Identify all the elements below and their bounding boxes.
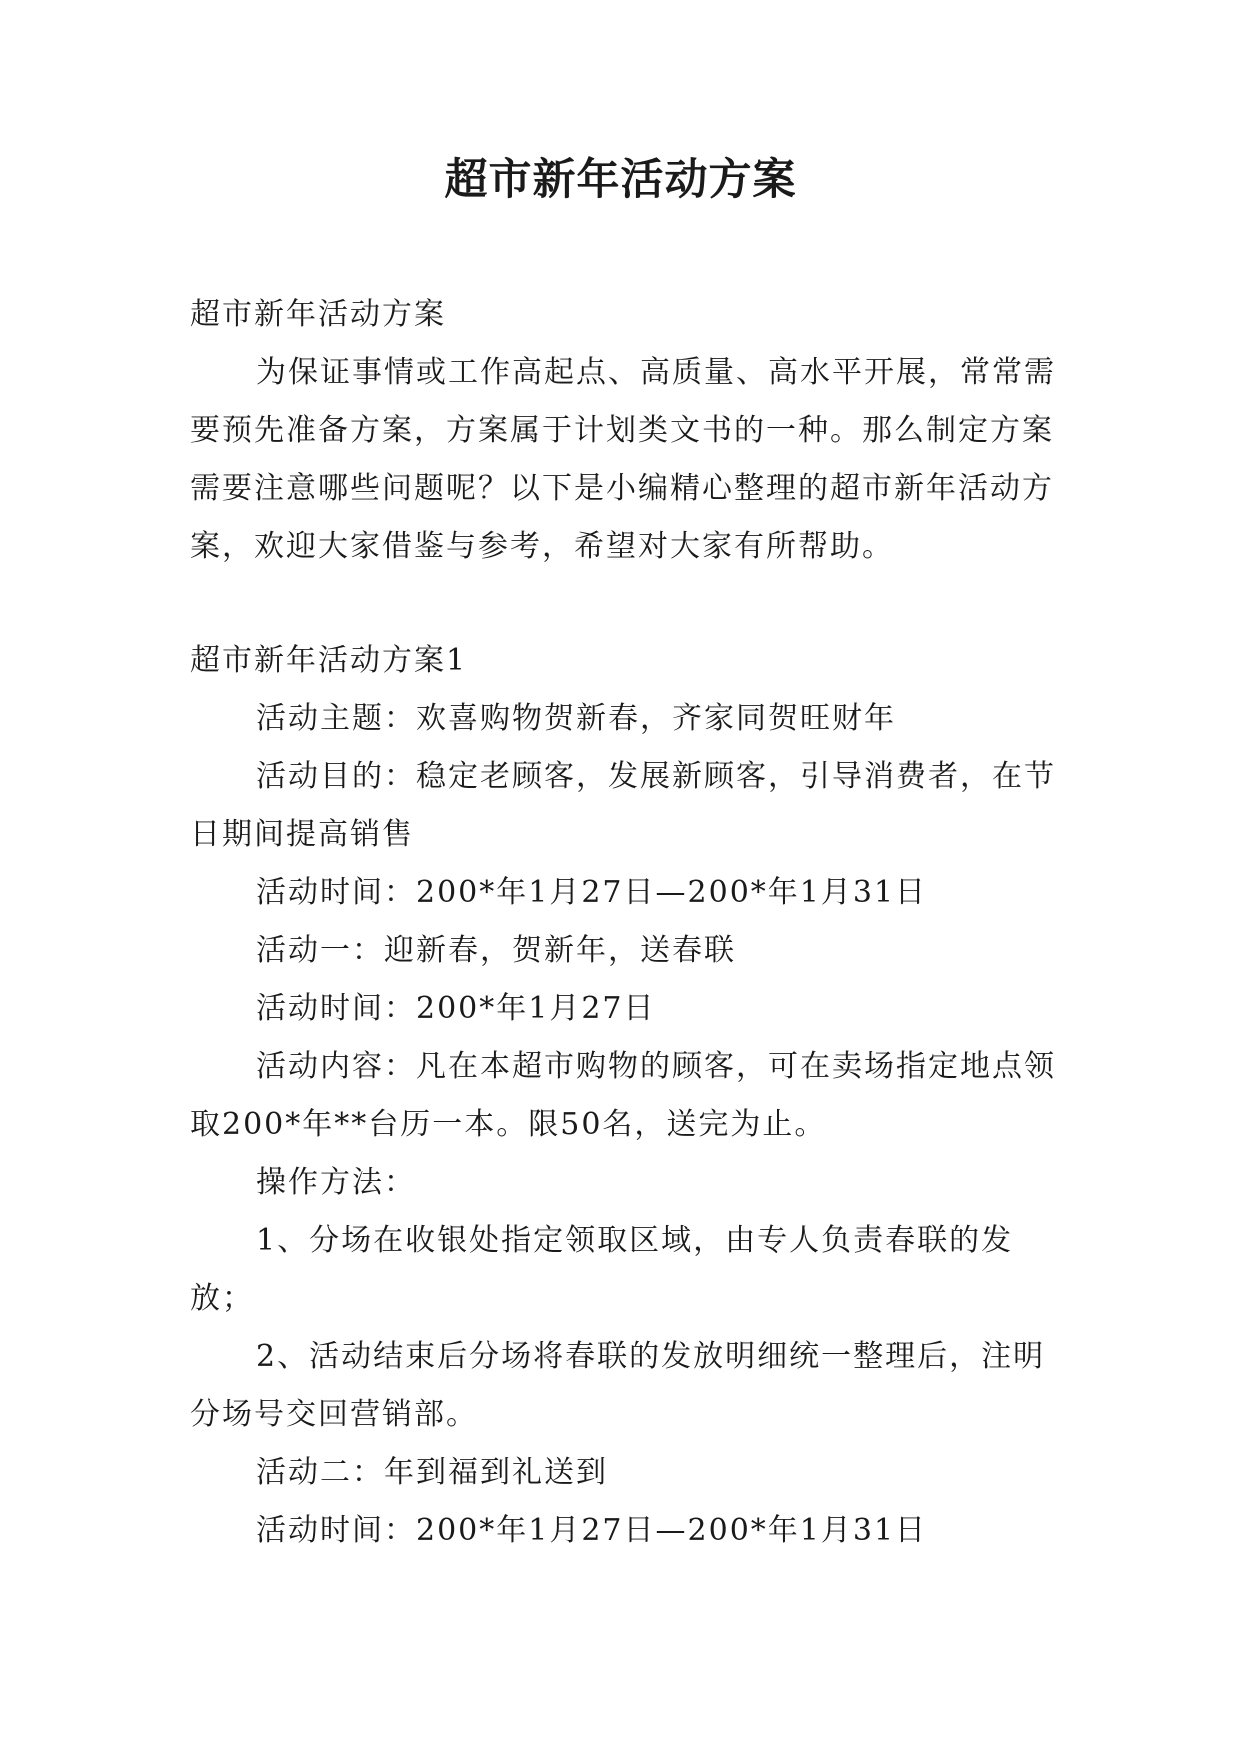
intro-paragraph: 为保证事情或工作高起点、高质量、高水平开展，常常需要预先准备方案，方案属于计划类文书的一种。那么制定方案需要注意哪些问题呢？以下是小编精心整理的超市新年活动方案，欢迎大家借鉴与参考，希望对大家有所帮助。 <box>190 355 1056 564</box>
activity-one-time: 活动时间：200*年1月27日 <box>256 991 656 1026</box>
activity-theme: 活动主题：欢喜购物贺新春，齐家同贺旺财年 <box>256 701 896 736</box>
activity-two-time: 活动时间：200*年1月27日—200*年1月31日 <box>256 1513 928 1548</box>
subtitle-paragraph: 超市新年活动方案 <box>190 297 446 332</box>
method-step-1: 1、分场在收银处指定领取区域，由专人负责春联的发放； <box>190 1223 1014 1316</box>
activity-purpose: 活动目的：稳定老顾客，发展新顾客，引导消费者，在节日期间提高销售 <box>190 759 1056 852</box>
activity-one-content: 活动内容：凡在本超市购物的顾客，可在卖场指定地点领取200*年**台历一本。限50名，送完为止。 <box>190 1049 1056 1142</box>
section-heading: 超市新年活动方案1 <box>190 643 468 678</box>
method-label: 操作方法： <box>256 1165 416 1200</box>
document-body <box>190 286 1058 1560</box>
document-title: 超市新年活动方案 <box>444 155 797 205</box>
activity-time: 活动时间：200*年1月27日—200*年1月31日 <box>256 875 928 910</box>
activity-one-title: 活动一：迎新春，贺新年，送春联 <box>256 933 736 968</box>
method-step-2: 2、活动结束后分场将春联的发放明细统一整理后，注明分场号交回营销部。 <box>190 1339 1046 1432</box>
activity-two-title: 活动二：年到福到礼送到 <box>256 1455 608 1490</box>
